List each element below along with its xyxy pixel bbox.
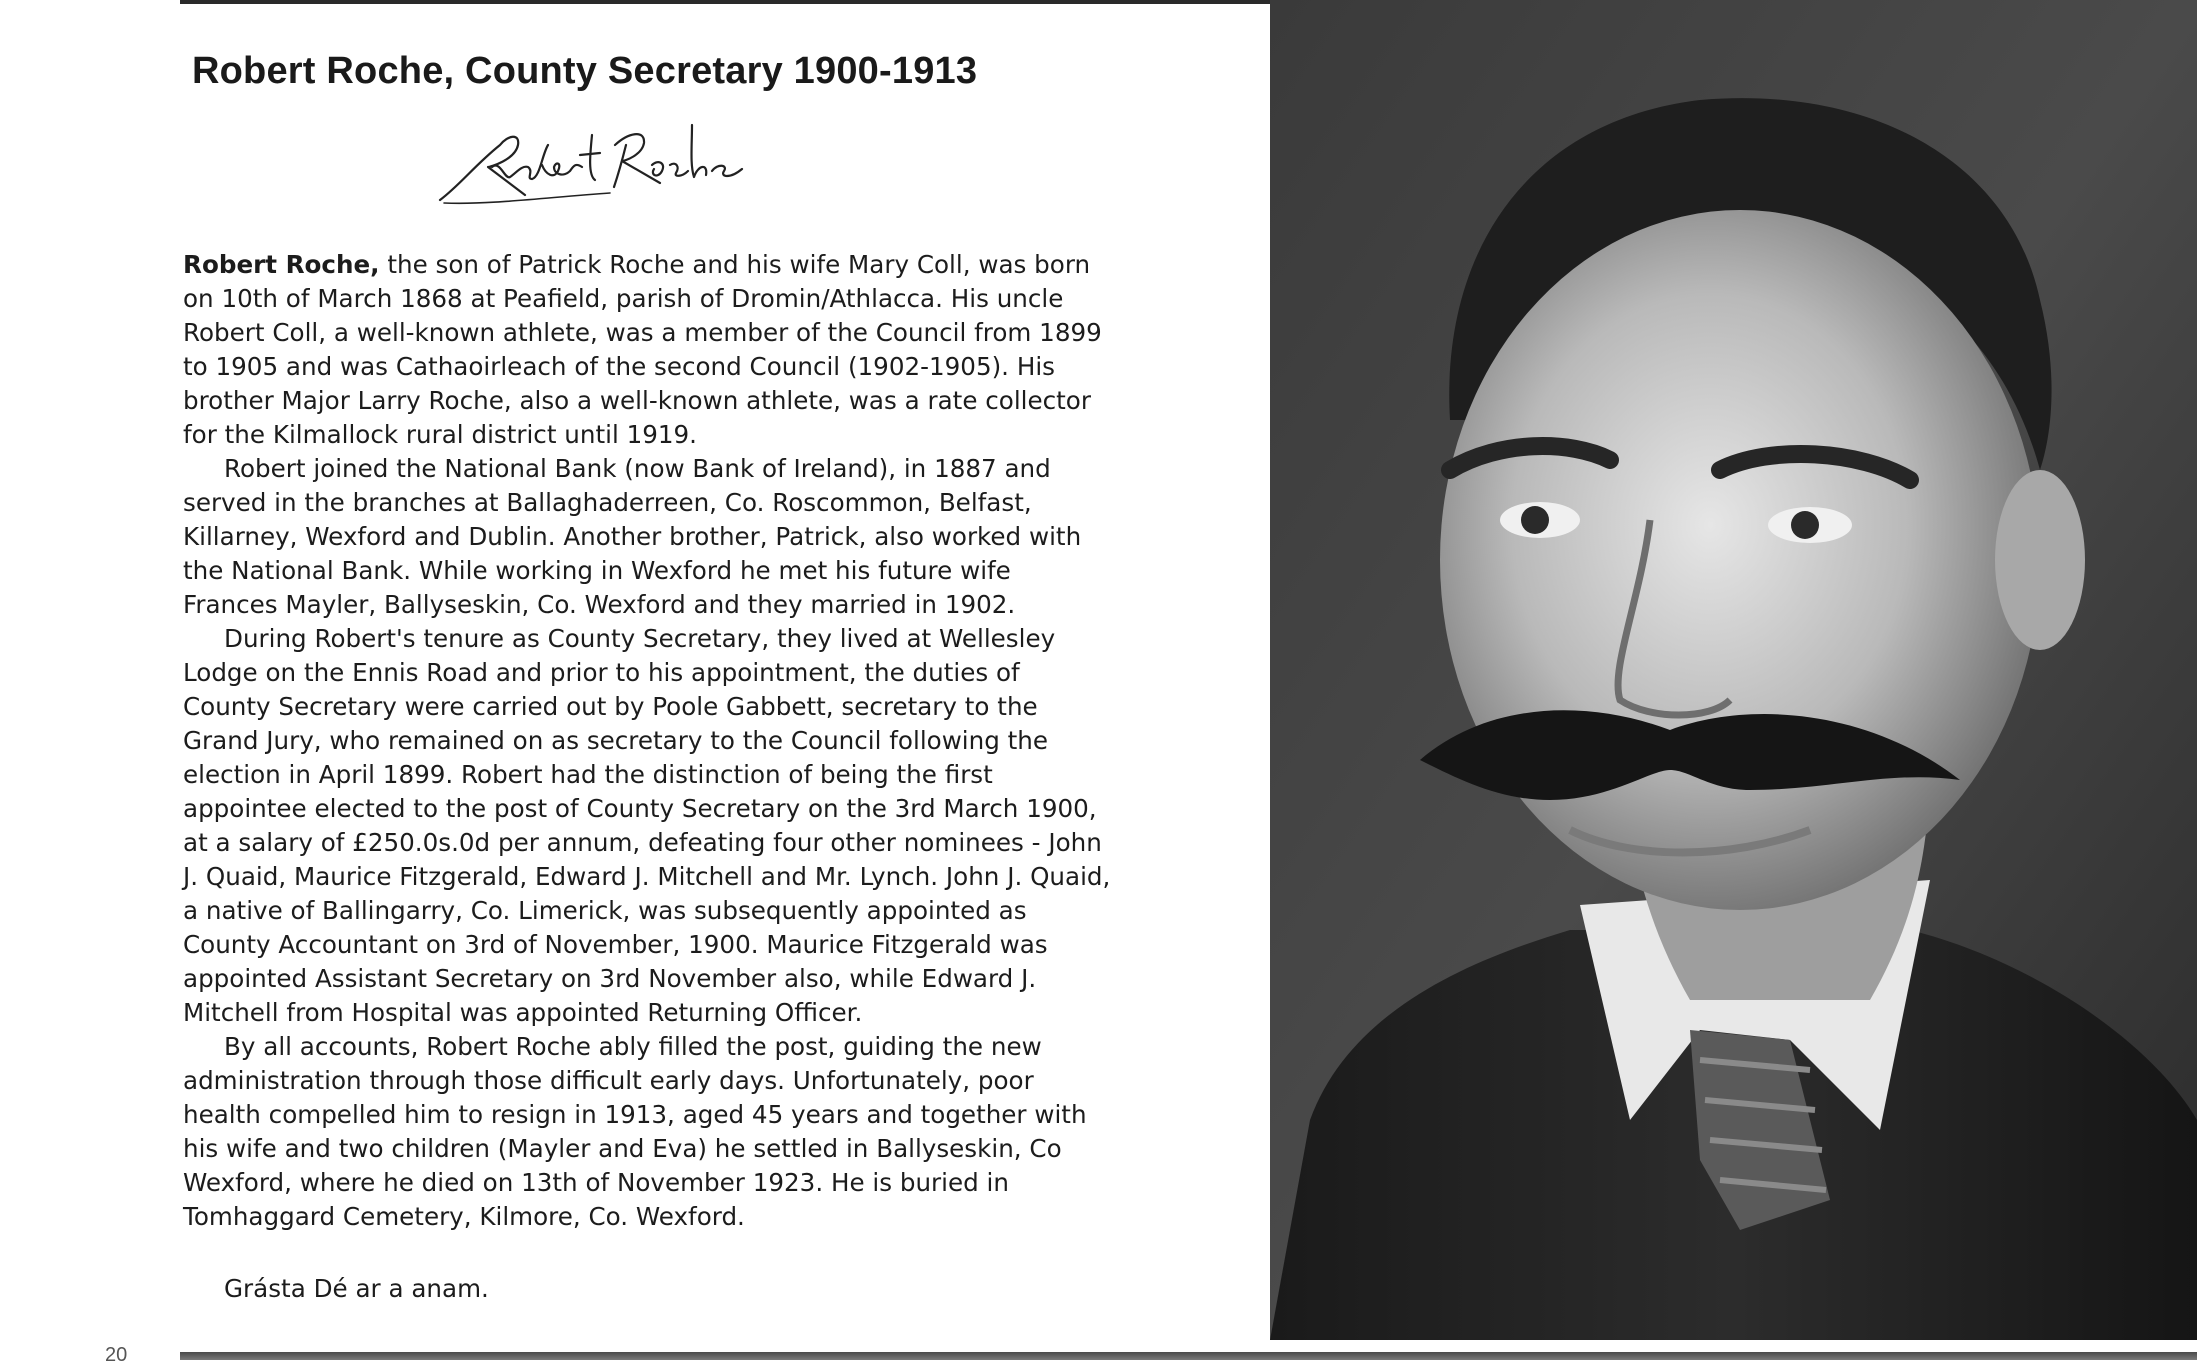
paragraph-2: Robert joined the National Bank (now Bank of Ireland), in 1887 and served in the branches at Ballaghaderreen, Co. Roscommon, Belfast, Killarney, Wexford and Dublin. Another brother, Patrick, also worked with the National Bank. While working in Wexford he met his future wife Frances Mayler, Ballyseskin, Co. Wexford and they married in 1902. xyxy=(183,454,1082,619)
lead-name: Robert Roche, xyxy=(183,250,380,279)
page-number: 20 xyxy=(105,1344,128,1366)
article-body xyxy=(183,248,1113,1234)
paragraph-1-text: the son of Patrick Roche and his wife Mary Coll, was born on 10th of March 1868 at Peafield, parish of Dromin/Athlacca. His uncle Robert Coll, a well-known athlete, was a member of the Council from 1899 to 1905 and was Cathaoirleach of the second Council (1902-1905). His brother Major Larry Roche, also a well-known athlete, was a rate collector for the Kilmallock rural district until 1919. xyxy=(183,250,1102,449)
paragraph-1 xyxy=(183,248,1113,452)
paragraph-4: By all accounts, Robert Roche ably filled the post, guiding the new administration through those difficult early days. Unfortunately, poor health compelled him to resign in 1913, aged 45 years and together with his wife and two children (Mayler and Eva) he settled in Ballyseskin, Co Wexford, where he died on 13th of November 1923. He is buried in Tomhaggard Cemetery, Kilmore, Co. Wexford. xyxy=(183,1032,1087,1231)
paragraph-3: During Robert's tenure as County Secretary, they lived at Wellesley Lodge on the Ennis Road and prior to his appointment, the duties of County Secretary were carried out by Poole Gabbett, secretary to the Grand Jury, who remained on as secretary to the Council following the election in April 1899. Robert had the distinction of being the first appointee elected to the post of County Secretary on the 3rd March 1900, at a salary of £250.0s.0d per annum, defeating four other nominees - John J. Quaid, Maurice Fitzgerald, Edward J. Mitchell and Mr. Lynch. John J. Quaid, a native of Ballingarry, Co. Limerick, was subsequently appointed as County Accountant on 3rd of November, 1900. Maurice Fitzgerald was appointed Assistant Secretary on 3rd November also, while Edward J. Mitchell from Hospital was appointed Returning Officer. xyxy=(183,624,1111,1027)
portrait-photo xyxy=(1270,0,2197,1340)
bottom-rule xyxy=(180,1352,2197,1360)
signature-image xyxy=(430,105,770,215)
top-rule xyxy=(180,0,1270,4)
page-title: Robert Roche, County Secretary 1900-1913 xyxy=(192,50,978,92)
blessing-line: Grásta Dé ar a anam. xyxy=(224,1274,489,1303)
